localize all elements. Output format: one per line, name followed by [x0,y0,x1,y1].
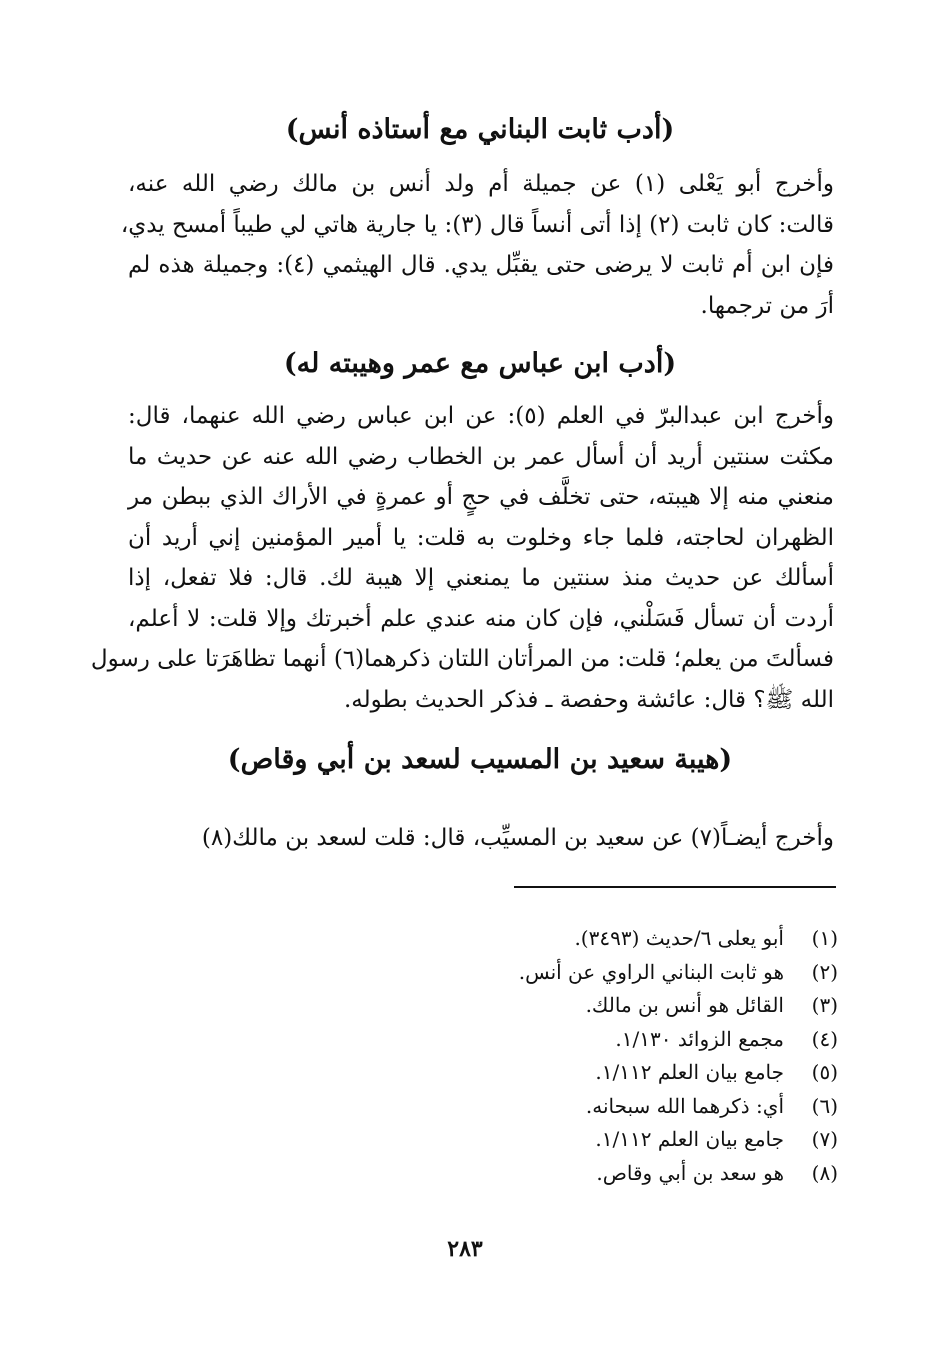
paragraph-line: مكثت سنتين أريد أن أسأل عمر بن الخطاب رضي الله عنه عن حديث ما [128,443,834,470]
paragraph-line: وأخرج ابن عبدالبرّ في العلم (٥): عن ابن عباس رضي الله عنهما، قال: [128,403,834,429]
footnotes [420,922,838,1190]
footnote-text: القائل هو أنس بن مالك. [585,993,784,1017]
footnote-item [420,989,838,1023]
paragraph-line: وأخرج أبو يَعْلى (١) عن جميلة أم ولد أنس بن مالك رضي الله عنه، [128,171,834,197]
footnote-number: (٦) [811,1093,838,1118]
paragraph-said [128,818,834,859]
section-heading-said: (هيبة سعيد بن المسيب لسعد بن أبي وقاص) [227,744,733,775]
paragraph-line: فسألتَ من يعلم؛ قلت: من المرأتان اللتان ذكرهما(٦) أنهما تظاهَرَتا على رسول [90,646,834,672]
paragraph-line: أردت أن تسأل فَسَلْني، فإن كان منه عندي علم أخبرتك وإلا قلت: لا أعلم، [128,605,834,632]
footnote-text: أبو يعلى ٦/حديث (٣٤٩٣). [574,926,784,950]
page-number: ٢٨٣ [447,1236,483,1262]
footnote-number: (٥) [811,1060,838,1084]
paragraph-line: الله ﷺ؟ قال: عائشة وحفصة ـ فذكر الحديث بطوله. [343,686,834,713]
section-heading-ibn-abbas: (أدب ابن عباس مع عمر وهيبته له) [283,348,677,379]
footnote-item [420,1090,838,1124]
section-heading-thabit: (أدب ثابت البناني مع أستاذه أنس) [285,114,675,145]
footnote-text: هو ثابت البناني الراوي عن أنس. [518,959,784,984]
footnote-item [420,1056,838,1090]
footnote-text: أي: ذكرهما الله سبحانه. [585,1093,784,1118]
paragraph-line: الظهران لحاجته، فلما جاء وخلوت به قلت: يا أمير المؤمنين إني أريد أن [128,524,834,551]
footnote-text: جامع بيان العلم ١/١١٢. [595,1127,784,1151]
paragraph-line: قالت: كان ثابت (٢) إذا أتى أنساً قال (٣): يا جارية هاتي لي طيباً أمسح يدي، [120,211,834,238]
footnote-item [420,1023,838,1057]
footnote-number: (٤) [811,1026,838,1051]
footnote-text: جامع بيان العلم ١/١١٢. [595,1060,784,1084]
footnote-number: (٧) [811,1127,838,1151]
footnote-number: (١) [811,926,838,950]
footnote-number: (٣) [811,993,838,1017]
footnote-item [420,922,838,956]
footnote-item [420,956,838,990]
paragraph-line: وأخرج أيضـاً(٧) عن سعيد بن المسيِّب، قال: قلت لسعد بن مالك(٨) [201,825,834,851]
footnote-text: مجمع الزوائد ١/١٣٠. [615,1026,784,1051]
paragraph-line: أرَ من ترجمها. [700,292,834,319]
footnote-number: (٨) [811,1160,838,1185]
paragraph-thabit [120,164,834,326]
footnote-text: هو سعد بن أبي وقاص. [596,1160,784,1185]
paragraph-line: فإن ابن أم ثابت لا يرضى حتى يقبِّل يدي. قال الهيثمي (٤): وجميلة هذه لم [128,252,834,278]
paragraph-line: أسألك عن حديث منذ سنتين ما يمنعني إلا هيبة لك. قال: فلا تفعل، إذا [128,565,834,591]
footnote-item [420,1123,838,1157]
paragraph-line: منعني منه إلا هيبته، حتى تخلَّف في حجٍ أو عمرةٍ في الأراك الذي ببطن مر [128,484,834,510]
footnote-number: (٢) [811,959,838,984]
footnote-item [420,1157,838,1191]
paragraph-ibn-abbas [90,396,834,720]
footnote-separator [514,886,836,888]
